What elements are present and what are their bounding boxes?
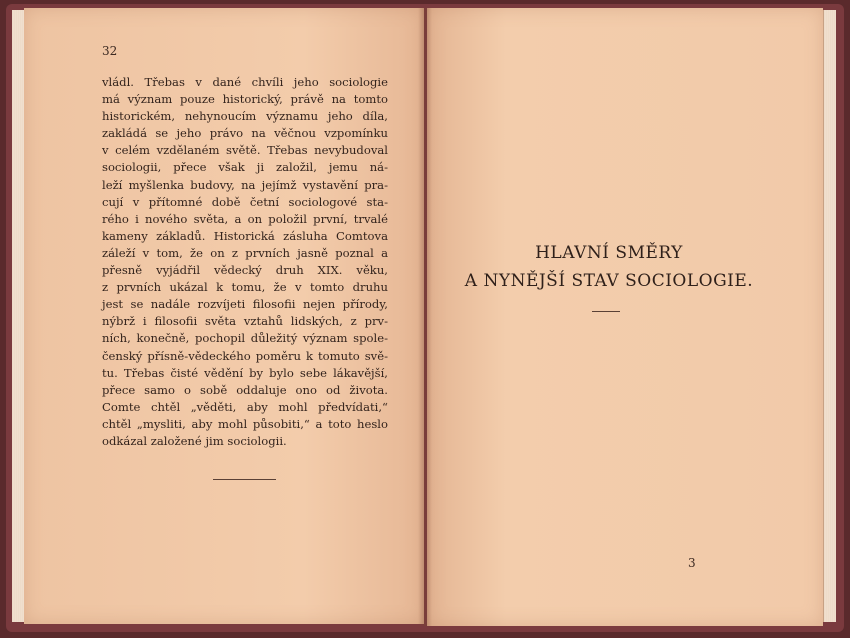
book-gutter: [418, 8, 432, 626]
text-line: čenský přísně-vědeckého poměru k tomuto svě-: [102, 348, 388, 363]
text-line: záleží v tom, že on z prvních jasně poznal a: [102, 245, 388, 260]
text-line: přece samo o sobě oddaluje ono od života.: [102, 382, 388, 397]
section-end-rule: [213, 479, 276, 480]
text-line: nýbrž i filosofii světa vztahů lidských, z prv-: [102, 314, 388, 329]
text-line: Comte chtěl „věděti, aby mohl předvídati,“: [102, 399, 388, 414]
text-line: odkázal založené jim sociologii.: [102, 433, 287, 448]
text-line: ních, konečně, pochopil důležitý význam spole-: [102, 331, 388, 346]
chapter-title-line-2: A NYNĚJŠÍ STAV SOCIOLOGIE.: [464, 271, 754, 291]
text-line: leží myšlenka budovy, na jejímž vystavění pra-: [102, 177, 388, 192]
text-line: má význam pouze historický, právě na tomto: [102, 92, 388, 107]
text-line: vládl. Třebas v dané chvíli jeho sociologie: [102, 75, 388, 89]
page-edges-right: [823, 10, 836, 622]
text-line: rého i nového světa, a on položil první, trvalé: [102, 211, 388, 226]
left-page-number: 32: [102, 44, 118, 58]
text-line: historickém, nehynoucím významu jeho díla,: [102, 109, 388, 124]
right-page: [427, 8, 823, 626]
text-line: přesně vyjádřil vědecký druh XIX. věku,: [102, 263, 388, 278]
left-page-body: [102, 74, 388, 450]
text-line: kameny základů. Historická zásluha Comtova: [102, 228, 388, 243]
text-line: tu. Třebas čisté vědění by bylo sebe lákavější,: [102, 365, 388, 380]
text-line: zakládá se jeho právo na věčnou vzpomínku: [102, 126, 388, 141]
chapter-title-line-1: HLAVNÍ SMĚRY: [535, 243, 683, 263]
title-rule: [592, 311, 620, 312]
chapter-title: [430, 240, 788, 294]
text-line: chtěl „mysliti, aby mohl působiti,“ a toto heslo: [102, 416, 388, 431]
text-line: sociologii, přece však ji založil, jemu ná-: [102, 160, 388, 175]
right-page-number: 3: [688, 556, 696, 570]
text-line: cují v přítomné době četní sociologové sta-: [102, 194, 388, 209]
text-line: z prvních ukázal k tomu, že v tomto druhu: [102, 280, 388, 295]
text-line: jest se nadále rozvíjeti filosofii nejen přírody,: [102, 297, 388, 312]
text-line: v celém vzdělaném světě. Třebas nevybudoval: [102, 143, 388, 158]
